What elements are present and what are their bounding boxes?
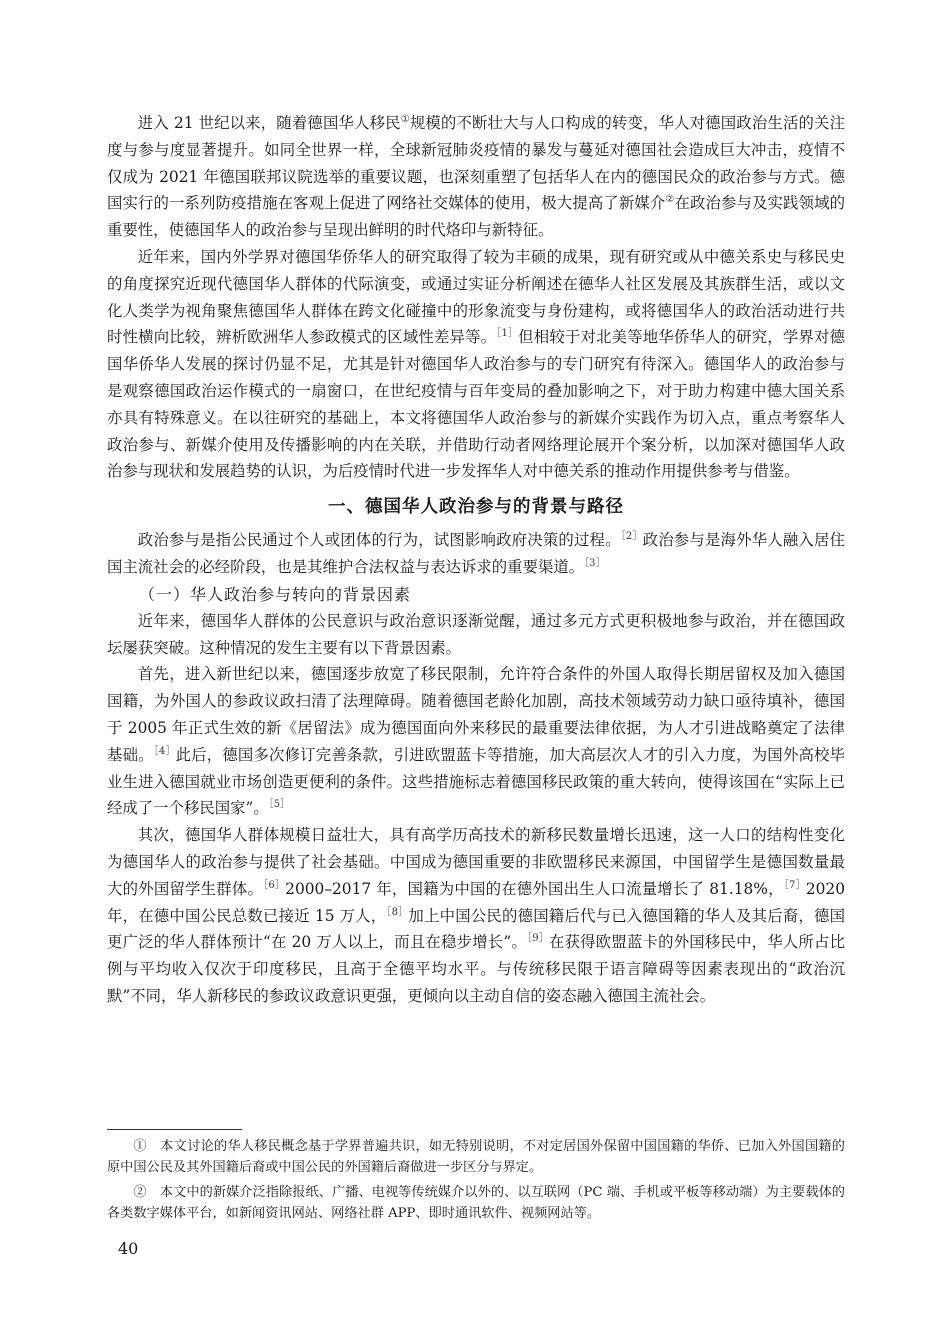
main-text — [107, 110, 845, 1010]
paragraph: 其次，德国华人群体规模日益壮大，具有高学历高技术的新移民数量增长迅速，这一人口的结构性变化为德国华人的政治参与提供了社会基础。中国成为德国重要的非欧盟移民来源国，中国留学生是德国数量最大的外国留学生群体。$^{[6]}$2000–2017 年，国籍为中国的在德外国出生人口流量增长了 81.18%，$^{[7]}$2020 年，在德中国公民总数已接近 15 万人，$^{[8]}$加上中国公民的德国籍后代与已入德国籍的华人及其后裔，德国更广泛的华人群体预计“在 20 万人以上，而且在稳步增长”。$^{[9]}$在获得欧盟蓝卡的外国移民中，华人所占比例与平均收入仅次于印度移民，且高于全德平均水平。与传统移民限于语言障碍等因素表现出的“政治沉默”不同，华人新移民的参政议政意识更强，更倾向以主动自信的姿态融入德国主流社会。 — [107, 826, 845, 1005]
footnote: ① 本文讨论的华人移民概念基于学界普遍共识，如无特别说明，不对定居国外保留中国国籍的华侨、已加入外国国籍的原中国公民及其外国籍后裔或中国公民的外国籍后裔做进一步区分与界定。 — [107, 1139, 845, 1175]
section-heading: 一、德国华人政治参与的背景与路径 — [328, 497, 624, 518]
subsection-heading: （一）华人政治参与转向的背景因素 — [139, 584, 412, 604]
footnote: ② 本文中的新媒介泛指除报纸、广播、电视等传统媒介以外的、以互联网（PC 端、手机或平板等移动端）为主要载体的各类数字媒体平台，如新闻资讯网站、网络社群 APP、即时通讯软件、视频网站等。 — [107, 1185, 845, 1221]
citation-marker[interactable]: ［6］ — [263, 879, 286, 891]
citation-marker[interactable]: ［5］ — [268, 799, 291, 811]
footnote-divider — [107, 1129, 242, 1130]
paragraph: 近年来，国内外学界对德国华侨华人的研究取得了较为丰硕的成果，现有研究或从中德关系史与移民史的角度探究近现代德国华人群体的代际演变，或通过实证分析阐述在德华人社区发展及其族群生活，或以文化人类学为视角聚焦德国华人群体在跨文化碰撞中的形象流变与身份建构，或将德国华人的政治活动进行共时性横向比较，辨析欧洲华人参政模式的区域性差异等。$^{[1]}$但相较于对北美等地华侨华人的研究，学界对德国华侨华人发展的探讨仍显不足，尤其是针对德国华人政治参与的专门研究有待深入。德国华人的政治参与是观察德国政治运作模式的一扇窗口，在世纪疫情与百年变局的叠加影响之下，对于助力构建中德大国关系亦具有特殊意义。在以往研究的基础上，本文将德国华人政治参与的新媒介实践作为切入点，重点考察华人政治参与、新媒介使用及传播影响的内在关联，并借助行动者网络理论展开个案分析，以加深对德国华人政治参与现状和发展趋势的认识，为后疫情时代进一步发挥华人对中德关系的推动作用提供参考与借鉴。 — [107, 247, 845, 481]
paragraph: 进入 21 世纪以来，随着德国华人移民①规模的不断壮大与人口构成的转变，华人对德国政治生活的关注度与参与度显著提升。如同全世界一样，全球新冠肺炎疫情的暴发与蔓延对德国社会造成巨大冲击，疫情不仅成为 2021 年德国联邦议院选举的重要议题，也深刻重塑了包括华人在内的德国民众的政治参与方式。德国实行的一系列防疫措施在客观上促进了网络社交媒体的使用，极大提高了新媒介②在政治参与及实践领域的重要性，使德国华人的政治参与呈现出鲜明的时代烙印与新特征。 — [107, 114, 845, 240]
paragraph: 近年来，德国华人群体的公民意识与政治意识逐渐觉醒，通过多元方式更积极地参与政治，并在德国政坛屡获突破。这种情况的发生主要有以下背景因素。 — [107, 611, 845, 657]
citation-marker[interactable]: ［9］ — [527, 933, 549, 945]
paragraph: 政治参与是指公民通过个人或团体的行为，试图影响政府决策的过程。$^{[2]}$政治参与是海外华人融入居住国主流社会的必经阶段，也是其维护合法权益与表达诉求的重要渠道。$^{[3]}$ — [107, 531, 845, 576]
citation-marker[interactable]: ［4］ — [153, 745, 176, 757]
citation-marker[interactable]: ［3］ — [584, 557, 606, 569]
page-number: 40 — [118, 1239, 139, 1258]
paragraph: 首先，进入新世纪以来，德国逐步放宽了移民限制，允许符合条件的外国人取得长期居留权及加入德国国籍，为外国人的参政议政扫清了法理障碍。随着德国老龄化加剧，高技术领域劳动力缺口亟待填补，德国于 2005 年正式生效的新《居留法》成为德国面向外来移民的最重要法律依据，为人才引进战略奠定了法律基础。$^{[4]}$此后，德国多次修订完善条款，引进欧盟蓝卡等措施，加大高层次人才的引入力度，为国外高校毕业生进入德国就业市场创造更便利的条件。这些措施标志着德国移民政策的重大转向，使得该国在“实际上已经成了一个移民国家”。$^{[5]}$ — [107, 665, 845, 818]
footnote-marker[interactable]: ② — [665, 194, 675, 206]
citation-marker[interactable]: ［2］ — [620, 531, 643, 543]
citation-marker[interactable]: ［8］ — [386, 906, 409, 918]
footnote-marker[interactable]: ① — [400, 114, 410, 125]
citation-marker[interactable]: ［1］ — [496, 328, 519, 340]
citation-marker[interactable]: ［7］ — [783, 879, 806, 891]
footnotes — [107, 1136, 845, 1228]
